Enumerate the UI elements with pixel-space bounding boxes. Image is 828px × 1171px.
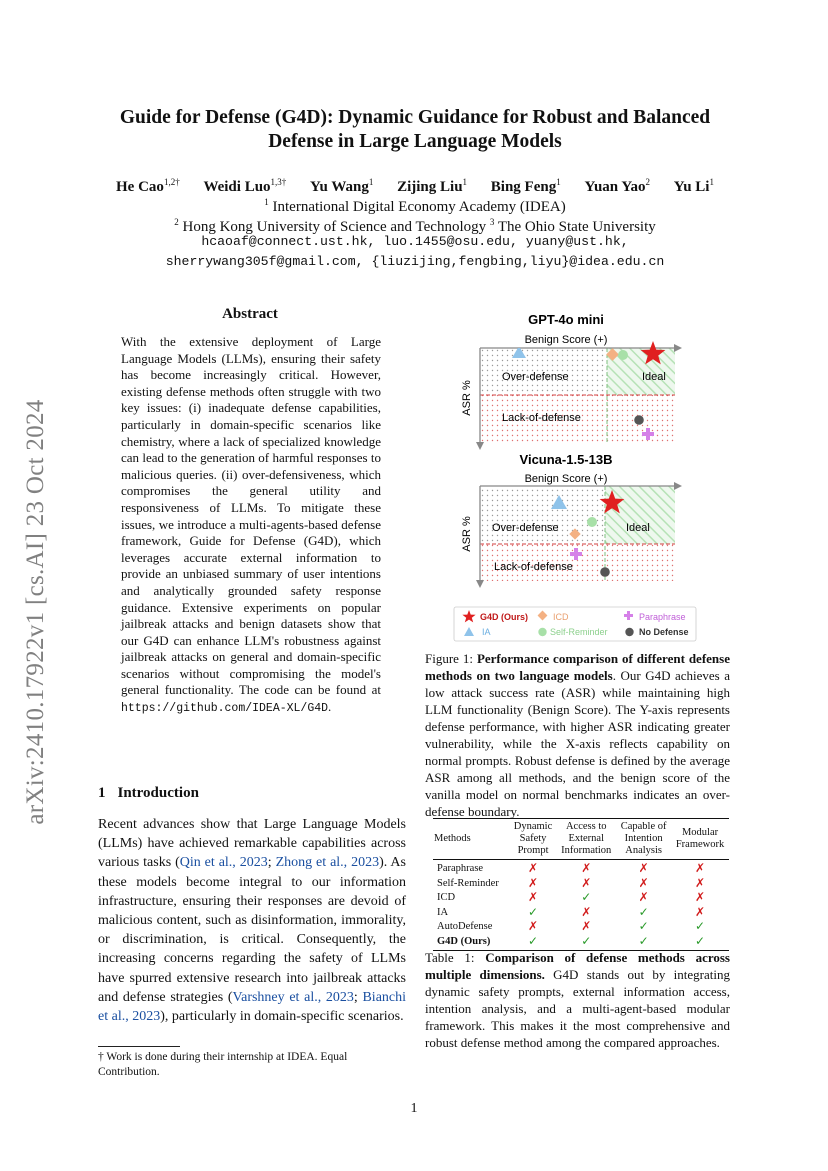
caption-label: Figure 1: xyxy=(425,651,477,666)
author-affiliation-marker: 1,3† xyxy=(270,177,287,187)
header-line: Access to xyxy=(565,821,607,832)
table-header-cell xyxy=(433,819,510,860)
table-row xyxy=(433,877,729,892)
table-header-cell xyxy=(671,819,729,860)
check-mark-cell xyxy=(556,935,616,950)
header-line: Intention xyxy=(624,833,663,844)
citation-link[interactable]: Qin et al., 2023 xyxy=(179,855,268,871)
page-number: 1 xyxy=(410,1101,418,1116)
introduction-paragraph xyxy=(98,815,406,1026)
legend-self-reminder: Self-Reminder xyxy=(550,627,608,637)
check-icon: ✓ xyxy=(695,933,706,948)
intro-text: Recent advances show that Large Language Models (LLMs) have achieved remarkable capabilities across various tasks ( xyxy=(98,817,406,871)
section-heading-introduction xyxy=(98,785,199,802)
section-title: Introduction xyxy=(117,785,199,801)
cross-mark-cell xyxy=(671,877,729,892)
check-icon: ✓ xyxy=(638,933,649,948)
table-1 xyxy=(433,818,729,951)
header-line: Information xyxy=(561,845,612,856)
panel2-region-over-defense: Over-defense xyxy=(492,522,559,534)
header-line: Analysis xyxy=(625,845,662,856)
abstract-body xyxy=(121,334,381,718)
cross-mark-cell xyxy=(671,860,729,877)
panel2-marker-no-defense xyxy=(600,567,610,577)
cross-mark-cell xyxy=(510,920,557,935)
cross-icon: ✗ xyxy=(581,875,592,890)
check-icon: ✓ xyxy=(527,933,539,948)
figure-1-caption xyxy=(425,650,730,820)
author-affiliation-marker: 1 xyxy=(709,177,714,187)
author-affiliation-marker: 2 xyxy=(645,177,650,187)
citation-link[interactable]: Bianchi et al., 2023 xyxy=(98,989,407,1025)
table-row xyxy=(433,891,729,906)
panel1-x-label: Benign Score (+) xyxy=(524,334,608,346)
cross-mark-cell xyxy=(616,891,671,906)
citation-link[interactable]: Varshney et al., 2023 xyxy=(232,989,354,1005)
header-line: Prompt xyxy=(517,845,549,856)
legend-ia: IA xyxy=(482,627,491,637)
caption-bold: Comparison of defense methods across multiple dimensions. xyxy=(425,950,730,982)
author-name: Weidi Luo xyxy=(203,179,271,195)
panel1-y-label: ASR % xyxy=(461,380,473,416)
header-line: Framework xyxy=(675,839,725,850)
check-mark-cell xyxy=(556,891,616,906)
check-icon: ✓ xyxy=(638,919,649,934)
cross-mark-cell xyxy=(671,906,729,921)
affiliation-marker: 2 xyxy=(174,217,179,227)
cross-icon: ✗ xyxy=(695,890,706,905)
footnote-rule xyxy=(98,1046,180,1047)
code-link[interactable]: https://github.com/IDEA-XL/G4D xyxy=(121,702,329,716)
cross-icon: ✗ xyxy=(581,919,592,934)
cross-icon: ✗ xyxy=(527,919,539,934)
header-line: Capable of xyxy=(620,821,667,832)
header-line: Dynamic xyxy=(513,821,553,832)
panel1-region-ideal: Ideal xyxy=(642,371,666,383)
check-mark-cell xyxy=(616,935,671,950)
author-name: Yu Li xyxy=(673,179,710,195)
abstract-text: With the extensive deployment of Large Language Models (LLMs), ensuring their safety has become increasingly critical. However, existing defense methods often struggle with two key issues: (i) inadequate defense capabilities, particularly in domain-specific scenarios like chemistry, where a lack of specialized knowledge can lead to the generation of harmful responses to malicious queries. (ii) over-defensiveness, which compromises the general utility and responsiveness of LLMs. To mitigate these issues, we introduce a multi-agents-based defense framework, Guide for Defense (G4D), which leverages accurate external information to provide an unbiased summary of user intentions and analytically grounded safety response guidance. Extensive experiments on popular jailbreak attacks and benign datasets show that our G4D can enhance LLM's robustness against jailbreak attacks on general and domain-specific scenarios without compromising the model's general functionality. The code can be found at xyxy=(121,334,381,698)
intro-text: ), particularly in domain-specific scenarios. xyxy=(160,1009,404,1025)
abstract-end: . xyxy=(328,699,332,715)
panel2-x-arrow xyxy=(674,482,682,490)
affiliation-marker: 1 xyxy=(264,197,269,207)
author-name: Yuan Yao xyxy=(584,179,646,195)
panel1-x-arrow xyxy=(674,344,682,352)
header-line: External xyxy=(568,833,605,844)
cross-icon: ✗ xyxy=(638,861,649,875)
header-line: Safety xyxy=(519,833,547,844)
figure-1 xyxy=(440,308,710,646)
table-header-cell xyxy=(616,819,671,860)
check-icon: ✓ xyxy=(581,933,592,948)
cross-icon: ✗ xyxy=(581,861,592,875)
panel1-region-lack-of-defense: Lack-of-defense xyxy=(502,412,581,424)
header-line: Methods xyxy=(434,833,471,844)
method-name-cell: IA xyxy=(437,906,449,918)
author-affiliation-marker: 1 xyxy=(368,177,374,187)
check-mark-cell xyxy=(510,935,557,950)
footnote: † Work is done during their internship at IDEA. Equal Contribution. xyxy=(98,1051,348,1078)
affiliation-text: Hong Kong University of Science and Technology xyxy=(178,219,490,235)
affiliation-text: The Ohio State University xyxy=(494,219,656,235)
figure-legend xyxy=(454,607,696,641)
panel2-title: Vicuna-1.5-13B xyxy=(519,452,613,467)
method-name-cell: G4D (Ours) xyxy=(437,935,491,947)
panel1-title: GPT-4o mini xyxy=(528,312,604,327)
legend-icd: ICD xyxy=(553,612,569,622)
check-icon: ✓ xyxy=(638,904,649,919)
author-name: Zijing Liu xyxy=(397,179,463,195)
check-mark-cell xyxy=(616,920,671,935)
section-number: 1 xyxy=(98,785,106,801)
arxiv-side-stamp xyxy=(0,0,60,1171)
affiliation-marker: 3 xyxy=(489,217,495,227)
affiliation-text: International Digital Economy Academy (IDEA) xyxy=(268,199,566,215)
check-icon: ✓ xyxy=(695,919,706,934)
author-affiliation-marker: 1,2† xyxy=(163,177,180,187)
caption-text: G4D stands out by integrating dynamic safety prompts, external information access, intention analysis, and a multi-agent-based modular framework. This makes it the most comprehensive and robust defense method among the compared approaches. xyxy=(425,967,730,1050)
email-line-1: hcaoaf@connect.ust.hk, luo.1455@osu.edu, yuany@ust.hk, xyxy=(201,234,629,249)
author-affiliation-marker: 1 xyxy=(462,177,468,187)
arxiv-id: arXiv:2410.17922v1 [cs.AI] 23 Oct 2024 xyxy=(22,399,49,825)
cross-mark-cell xyxy=(616,877,671,892)
panel2-y-arrow xyxy=(476,580,484,588)
intro-text: ; xyxy=(353,989,363,1005)
cross-mark-cell xyxy=(510,877,557,892)
cross-icon: ✗ xyxy=(527,875,539,890)
check-icon: ✓ xyxy=(527,904,539,919)
check-mark-cell xyxy=(671,920,729,935)
cross-mark-cell xyxy=(510,860,557,877)
legend-g4d: G4D (Ours) xyxy=(480,612,529,622)
panel2-region-lack-of-defense: Lack-of-defense xyxy=(494,561,573,573)
header-line: Modular xyxy=(681,827,719,838)
cross-icon: ✗ xyxy=(581,904,592,919)
caption-bold: Performance comparison of different defense methods on two language models xyxy=(425,651,730,683)
panel2-x-label: Benign Score (+) xyxy=(524,473,608,485)
cross-mark-cell xyxy=(556,877,616,892)
panel1-region-over-defense: Over-defense xyxy=(502,371,569,383)
panel1-plot-area xyxy=(480,348,675,443)
method-name-cell: Self-Reminder xyxy=(437,877,499,889)
intro-text: ). As these models become integral to our information infrastructure, ensuring their responses are devoid of malicious content, such as disinformation, immorality, or discrimination, is critical. Consequently, the increasing concerns regarding the safety of LLMs have spurred extensive research into jailbreak attacks and defense strategies ( xyxy=(98,855,406,1005)
paper-title: Guide for Defense (G4D): Dynamic Guidance for Robust and Balanced Defense in Large Language Models xyxy=(119,107,711,152)
cross-icon: ✗ xyxy=(527,861,539,875)
legend-no-defense: No Defense xyxy=(639,627,689,637)
panel1-marker-no-defense xyxy=(634,415,644,425)
cross-icon: ✗ xyxy=(695,875,706,890)
table-header-row xyxy=(433,819,729,860)
cross-mark-cell xyxy=(510,891,557,906)
table-row xyxy=(433,860,729,877)
author-affiliation-marker: 1 xyxy=(556,177,561,187)
panel2-marker-self-reminder xyxy=(587,517,597,527)
cross-icon: ✗ xyxy=(638,890,649,905)
method-name-cell: ICD xyxy=(437,892,456,904)
panel1-y-arrow xyxy=(476,442,484,450)
legend-paraphrase: Paraphrase xyxy=(639,612,686,622)
cross-icon: ✗ xyxy=(638,875,649,890)
check-mark-cell xyxy=(510,906,557,921)
table-1-caption xyxy=(425,949,730,1051)
author-name: Yu Wang xyxy=(310,179,369,195)
table-row xyxy=(433,920,729,935)
panel2-y-label: ASR % xyxy=(461,516,473,552)
check-mark-cell xyxy=(671,935,729,950)
method-name-cell: Paraphrase xyxy=(437,863,484,874)
table-header-cell xyxy=(510,819,557,860)
check-mark-cell xyxy=(616,906,671,921)
abstract-heading: Abstract xyxy=(222,306,278,322)
panel2-region-ideal: Ideal xyxy=(626,522,650,534)
intro-text: ; xyxy=(267,855,276,871)
table-row xyxy=(433,935,729,950)
cross-icon: ✗ xyxy=(695,861,706,875)
check-icon: ✓ xyxy=(581,890,592,905)
cross-mark-cell xyxy=(556,906,616,921)
method-name-cell: AutoDefense xyxy=(437,921,493,933)
citation-link[interactable]: Zhong et al., 2023 xyxy=(275,855,380,871)
caption-label: Table 1: xyxy=(425,950,486,965)
cross-mark-cell xyxy=(616,860,671,877)
cross-icon: ✗ xyxy=(527,890,539,905)
caption-text: . Our G4D achieves a low attack success rate (ASR) while maintaining high LLM functionality (Benign Score). The Y-axis represents defense performance, with higher ASR indicating greater vulnerability, while the X-axis reflects capability on normal prompts. Robust defense is defined by the average ASR among all methods, and the benign score of the vanilla model on normal benchmarks indicates an over-defense boundary. xyxy=(425,668,730,819)
table-row xyxy=(433,906,729,921)
table-header-cell xyxy=(556,819,616,860)
cross-icon: ✗ xyxy=(695,904,706,919)
panel1-marker-self-reminder xyxy=(618,350,628,360)
author-name: He Cao xyxy=(116,179,164,195)
cross-mark-cell xyxy=(671,891,729,906)
cross-mark-cell xyxy=(556,920,616,935)
email-line-2: sherrywang305f@gmail.com, {liuzijing,fengbing,liyu}@idea.edu.cn xyxy=(165,254,665,269)
cross-mark-cell xyxy=(556,860,616,877)
author-name: Bing Feng xyxy=(490,179,557,195)
